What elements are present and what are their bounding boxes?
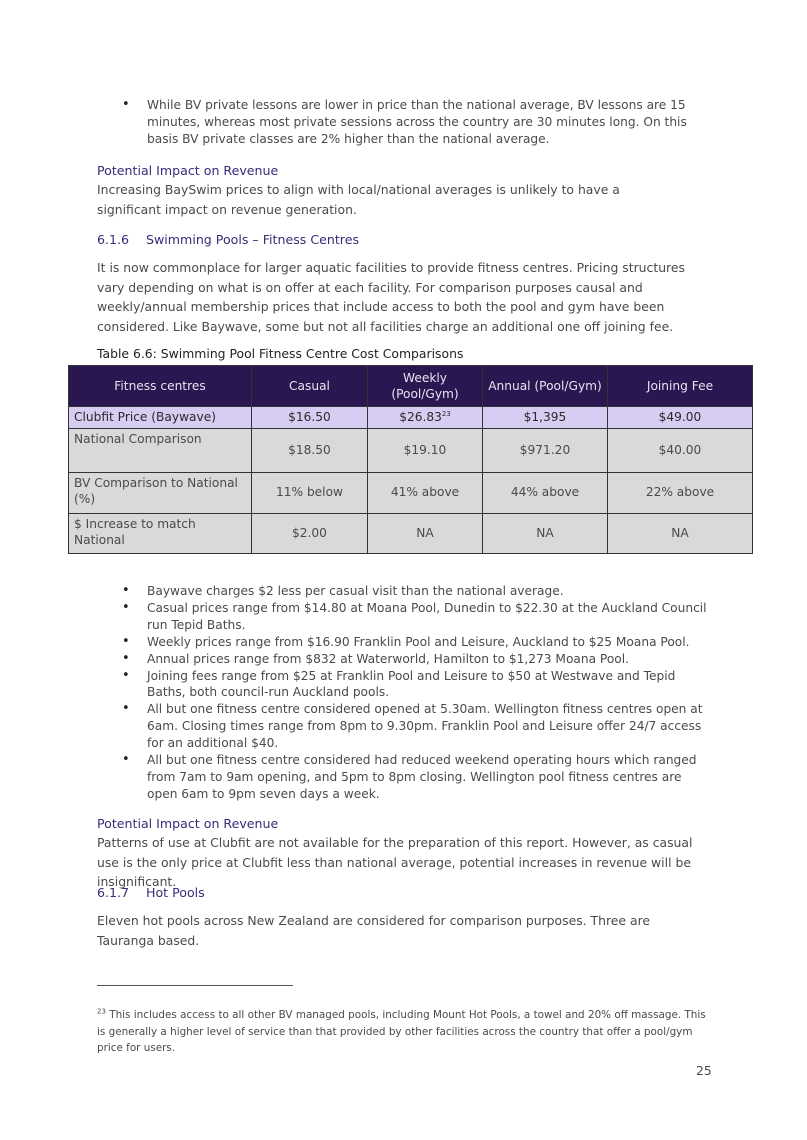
header-joining-fee: Joining Fee [608,366,753,407]
row-label: National Comparison [69,428,252,472]
page-number: 25 [696,1063,712,1078]
header-fitness-centres: Fitness centres [69,366,252,407]
cell-casual: $2.00 [252,513,368,553]
bullet-icon: • [122,633,130,649]
impact-heading: Potential Impact on Revenue [97,163,279,178]
impact-heading: Potential Impact on Revenue [97,816,279,831]
row-label: BV Comparison to National (%) [69,472,252,513]
row-label: Clubfit Price (Baywave) [69,407,252,429]
cell-joining: NA [608,513,753,553]
row-label: $ Increase to match National [69,513,252,553]
cell-casual: $16.50 [252,407,368,429]
bullet-icon: • [122,752,130,768]
section-heading [97,884,205,902]
cell-joining: 22% above [608,472,753,513]
list-item: • All but one fitness centre considered opened at 5.30am. Wellington fitness centres open at 6am. Closing times range from 8pm to 9.30pm. Franklin Pool and Leisure offer 24/7 access for an additional $40. [122,701,703,751]
list-item: • Annual prices range from $832 at Waterworld, Hamilton to $1,273 Moana Pool. [122,650,630,666]
list-item: • All but one fitness centre considered had reduced weekend operating hours which ranged from 7am to 9am opening, and 5pm to 8pm closing. Wellington pool fitness centres are open 6am to 9pm seven days a week. [122,752,697,801]
list-item: • Weekly prices range from $16.90 Franklin Pool and Leisure, Auckland to $25 Moana Pool. [122,633,690,649]
footnote-text: This includes access to all other BV managed pools, including Mount Hot Pools, a towel and 20% off massage. This is generally a higher level of service than that provided by other facilities across the country that offer a pool/gym price for users. [97,1009,706,1054]
bullet-icon: • [122,667,130,683]
section-title: Swimming Pools – Fitness Centres [146,232,360,247]
impact-text: Patterns of use at Clubfit are not available for the preparation of this report. However, as casual use is the only price at Clubfit less than national average, potential increases in revenue will be insignificant. [97,835,693,889]
cell-annual: NA [483,513,608,553]
table-row [69,513,753,553]
intro-bullet-list [118,97,712,148]
cell-weekly: $19.10 [368,428,483,472]
cell-joining: $40.00 [608,428,753,472]
list-item: • Casual prices range from $14.80 at Moana Pool, Dunedin to $22.30 at the Auckland Council run Tepid Baths. [122,599,707,632]
bullet-icon: • [122,583,130,598]
section-number: 6.1.6 [97,232,130,247]
cell-annual: 44% above [483,472,608,513]
table-row [69,428,753,472]
footnote-divider [97,985,293,986]
cell-casual: $18.50 [252,428,368,472]
comparison-table [68,365,753,554]
header-annual: Annual (Pool/Gym) [483,366,608,407]
header-weekly: Weekly (Pool/Gym) [368,366,483,407]
section-heading [97,231,359,249]
bullet-icon: • [122,97,130,112]
section-paragraph: Eleven hot pools across New Zealand are considered for comparison purposes. Three are Tauranga based. [97,913,651,948]
footnote [97,1007,707,1057]
cell-weekly: NA [368,513,483,553]
cell-casual: 11% below [252,472,368,513]
list-item: • While BV private lessons are lower in price than the national average, BV lessons are 15 minutes, whereas most private sessions across the country are 30 minutes long. On this basis BV private classes are 2% higher than the national average. [122,97,687,146]
impact-text: Increasing BaySwim prices to align with local/national averages is unlikely to have a significant impact on revenue generation. [97,182,620,217]
table-caption: Table 6.6: Swimming Pool Fitness Centre Cost Comparisons [97,346,464,361]
footnote-marker: 23 [441,409,451,418]
section-title: Hot Pools [146,885,205,900]
bullet-icon: • [122,650,130,666]
list-item: • Joining fees range from $25 at Franklin Pool and Leisure to $50 at Westwave and Tepid Baths, both council-run Auckland pools. [122,667,676,700]
findings-bullet-list [118,583,712,803]
cell-weekly: 41% above [368,472,483,513]
cell-annual: $1,395 [483,407,608,429]
cell-weekly: $26.83$^{23}$ [368,407,483,429]
table-header-row [69,366,753,407]
footnote-number: 23 [97,1007,106,1016]
list-item: • Baywave charges $2 less per casual visit than the national average. [122,583,564,598]
header-casual: Casual [252,366,368,407]
bullet-icon: • [122,599,130,615]
table-row [69,472,753,513]
table-row [69,407,753,429]
section-number: 6.1.7 [97,885,130,900]
cell-joining: $49.00 [608,407,753,429]
section-paragraph: It is now commonplace for larger aquatic facilities to provide fitness centres. Pricing structures vary depending on what is on offer at each facility. For comparison purposes causal and weekly/annual membership prices that include access to both the pool and gym have been considered. Like Baywave, some but not all facilities charge an additional one off joining fee. [97,260,685,334]
cell-annual: $971.20 [483,428,608,472]
bullet-icon: • [122,701,130,717]
